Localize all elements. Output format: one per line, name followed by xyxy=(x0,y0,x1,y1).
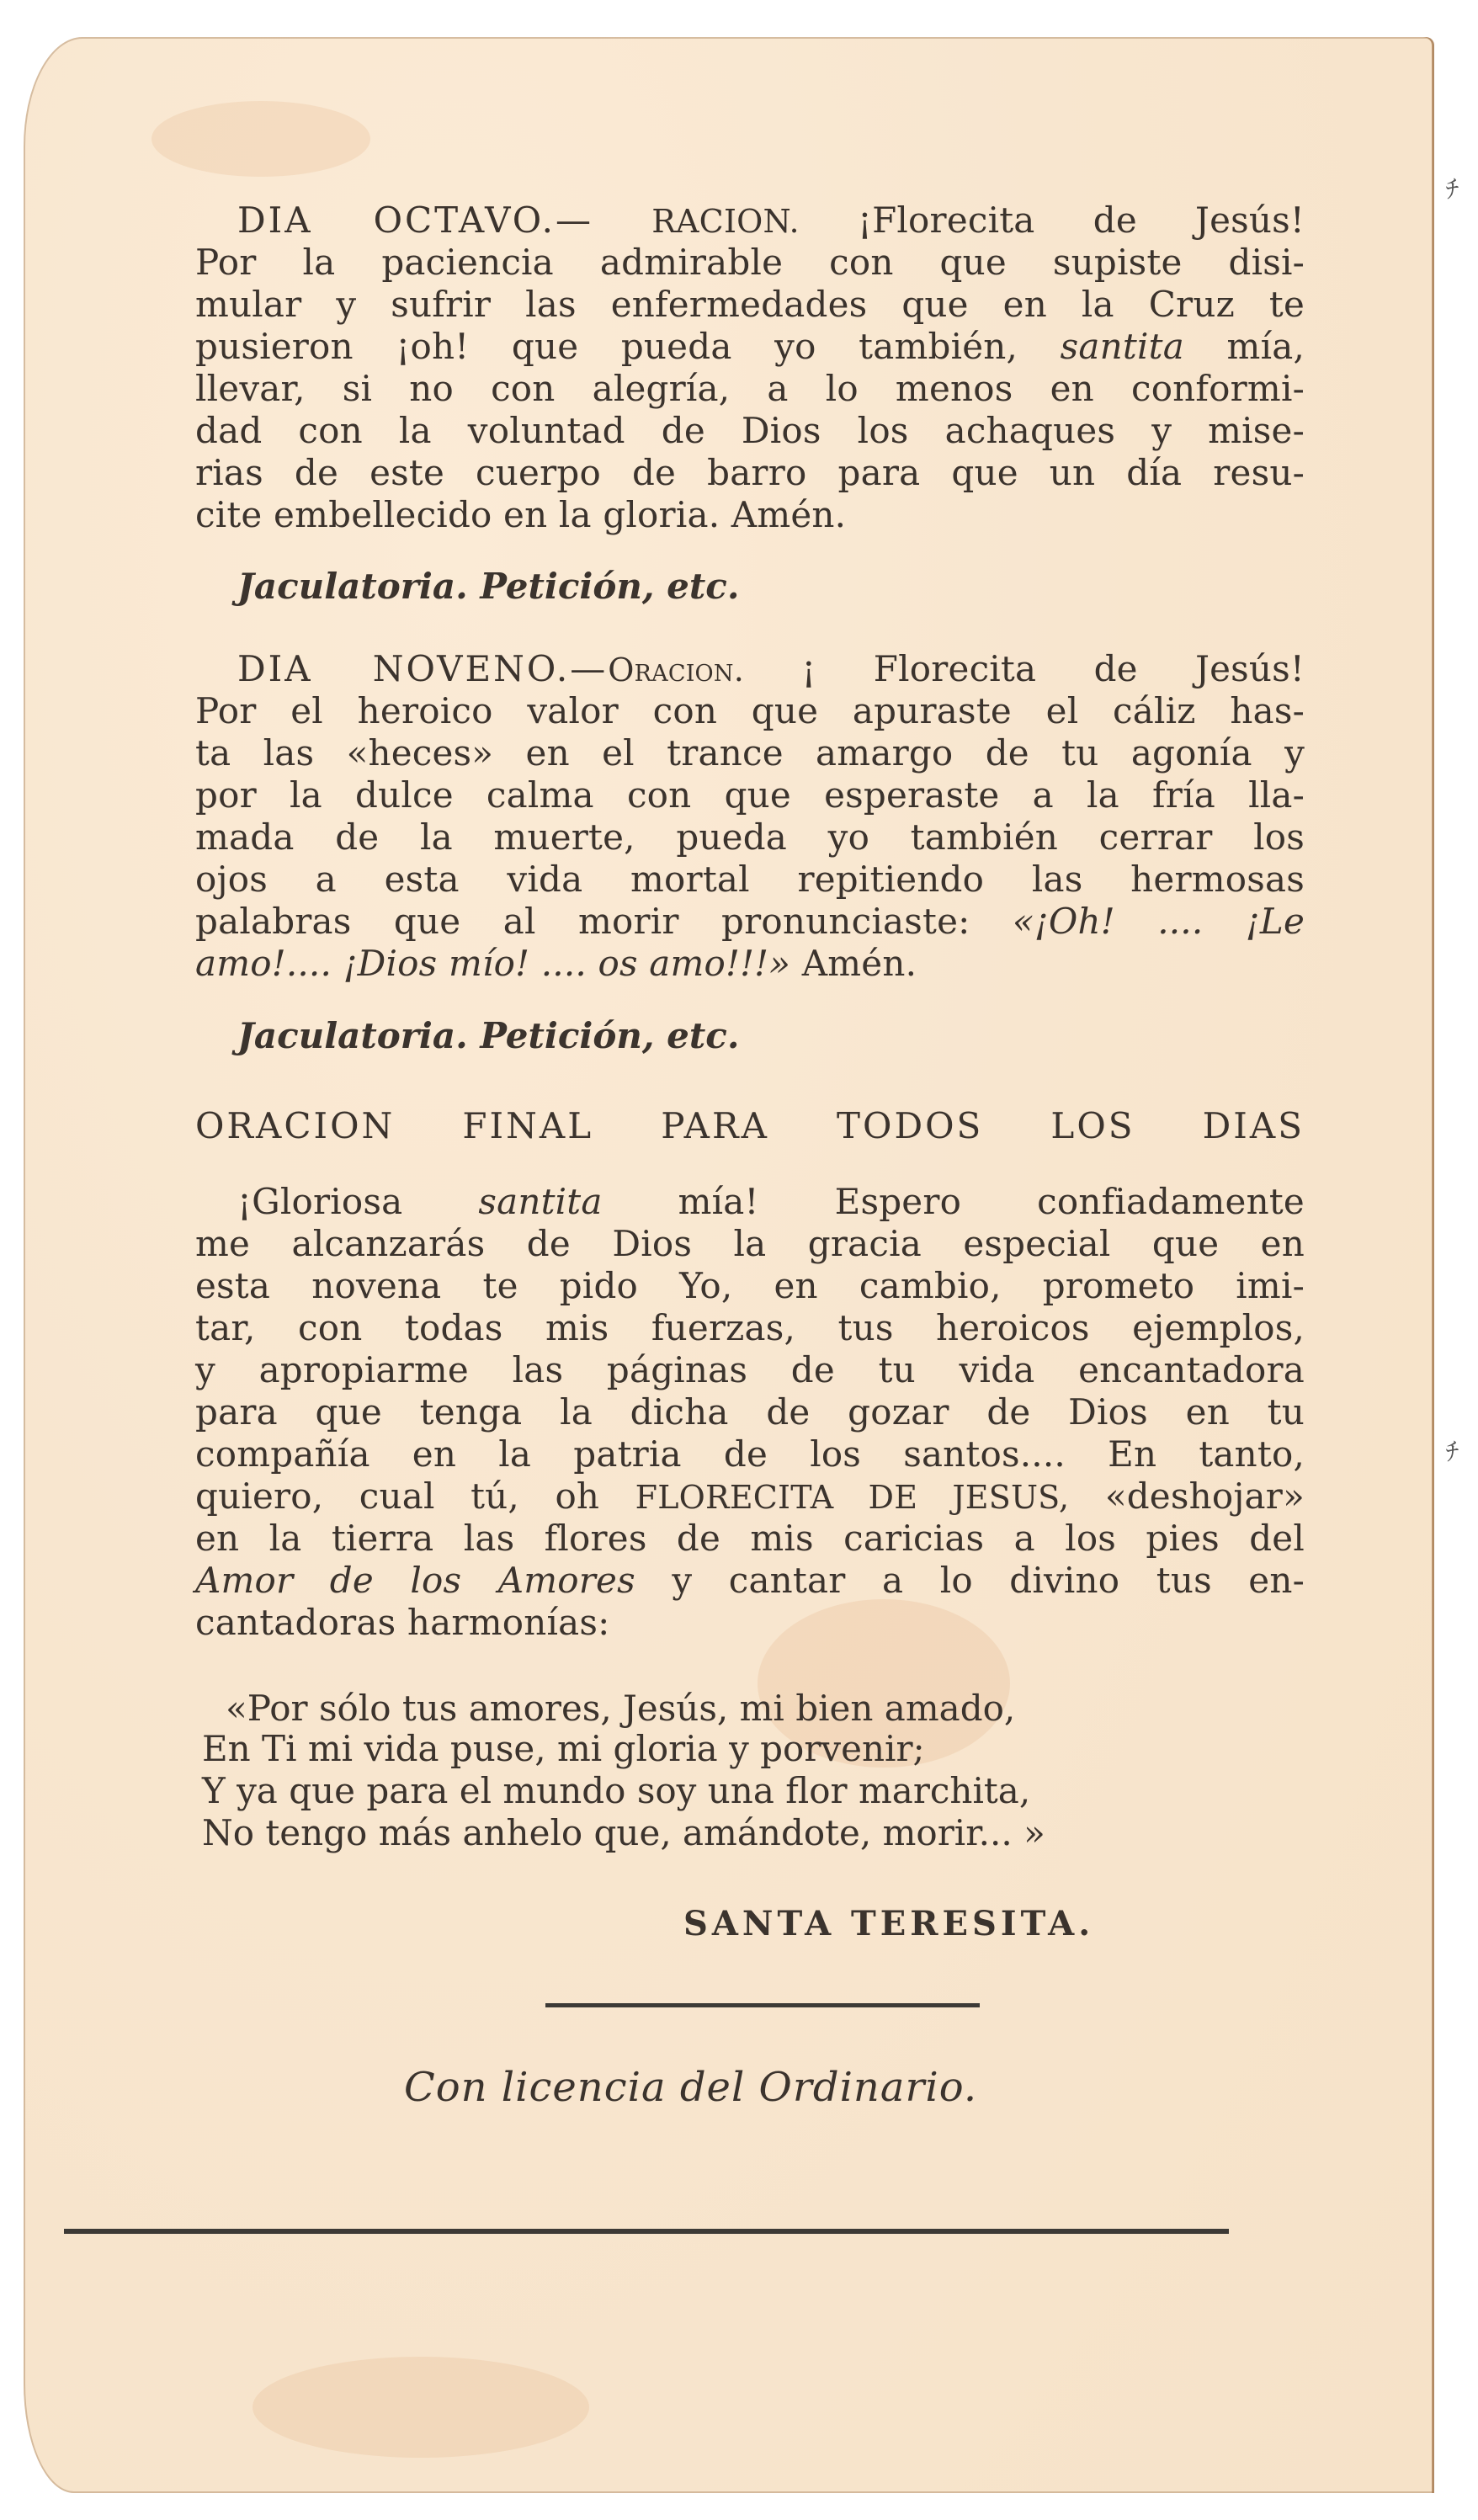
oracion-final-line-11: cantadoras harmonías: xyxy=(195,1602,610,1643)
quote-italic: «¡Oh! .... ¡Le xyxy=(1012,901,1305,942)
text-span: «deshojar» xyxy=(1104,1475,1305,1517)
oracion-final-line-2: me alcanzarás de Dios la gracia especial que en xyxy=(195,1223,1305,1264)
dia-noveno-line-3: ta las «heces» en el trance amargo de tu agonía y xyxy=(195,732,1305,774)
oracion-final-line-5: y apropiarme las páginas de tu vida encantadora xyxy=(195,1349,1305,1390)
long-divider xyxy=(64,2229,1229,2234)
dia-octavo-line-1 xyxy=(237,199,1305,242)
poem-line-3: Y ya que para el mundo soy una flor marchita, xyxy=(202,1770,1031,1811)
oracion-final-line-3: esta novena te pido Yo, en cambio, prometo imi- xyxy=(195,1265,1305,1306)
oracion-final-line-8 xyxy=(195,1475,1305,1518)
dia-octavo-heading: DIA OCTAVO.— xyxy=(237,199,594,241)
short-divider xyxy=(545,2003,980,2007)
oracion-final-line-10 xyxy=(195,1560,1305,1602)
dia-octavo-line-3: mular y sufrir las enfermedades que en la Cruz te xyxy=(195,284,1305,325)
oracion-final-title: ORACION FINAL PARA TODOS LOS DIAS xyxy=(195,1105,1305,1146)
dia-noveno-line-2: Por el heroico valor con que apuraste el cáliz has- xyxy=(195,690,1305,731)
dia-octavo-line-5: llevar, si no con alegría, a lo menos en conformi- xyxy=(195,368,1305,409)
text-span: ¡ Florecita de Jesús! xyxy=(801,648,1305,689)
text-span: ¡Florecita de Jesús! xyxy=(858,199,1305,241)
text-span: Amén. xyxy=(801,943,917,984)
text-span: pusieron ¡oh! que pueda yo también, xyxy=(195,326,1018,367)
dia-noveno-line-4: por la dulce calma con que esperaste a la fría lla- xyxy=(195,774,1305,816)
dia-octavo-line-6: dad con la voluntad de Dios los achaques y mise- xyxy=(195,410,1305,451)
text-span: palabras que al morir pronunciaste: xyxy=(195,901,970,942)
emphasis-santita: santita xyxy=(478,1181,603,1222)
dia-octavo-line-8: cite embellecido en la gloria. Amén. xyxy=(195,494,847,535)
margin-mark: ﾁ xyxy=(1446,175,1459,205)
dia-noveno-line-6: ojos a esta vida mortal repitiendo las hermosas xyxy=(195,859,1305,900)
dia-noveno-line-5: mada de la muerte, pueda yo también cerrar los xyxy=(195,816,1305,858)
poem-line-2: En Ti mi vida puse, mi gloria y porvenir; xyxy=(202,1728,925,1769)
text-span: quiero, cual tú, oh xyxy=(195,1475,600,1517)
oracion-final-line-9: en la tierra las flores de mis caricias a los pies del xyxy=(195,1518,1305,1559)
dia-octavo-line-7: rias de este cuerpo de barro para que un día resu- xyxy=(195,452,1305,493)
oracion-label: RACION. xyxy=(651,203,800,240)
quote-italic: amo!.... ¡Dios mío! .... os amo!!!» xyxy=(195,943,791,984)
amor-de-los-amores: Amor de los Amores xyxy=(195,1560,635,1601)
text-span: ¡Gloriosa xyxy=(237,1181,403,1222)
oracion-final-line-4: tar, con todas mis fuerzas, tus heroicos ejemplos, xyxy=(195,1307,1305,1348)
emphasis-santita: santita xyxy=(1060,326,1184,367)
dia-octavo-line-2: Por la paciencia admirable con que supiste disi- xyxy=(195,242,1305,283)
dia-noveno-heading: DIA NOVENO.— xyxy=(237,648,609,689)
poem-line-4: No tengo más anhelo que, amándote, morir... » xyxy=(202,1812,1045,1853)
poem-line-1: «Por sólo tus amores, Jesús, mi bien amado, xyxy=(226,1688,1016,1729)
jaculatoria-noveno: Jaculatoria. Petición, etc. xyxy=(237,1015,740,1056)
signature: SANTA TERESITA. xyxy=(683,1904,1095,1943)
text-span: mía, xyxy=(1226,326,1305,367)
oracion-final-line-6: para que tenga la dicha de gozar de Dios en tu xyxy=(195,1391,1305,1433)
florecita-smallcaps: FLORECITA DE JESUS, xyxy=(635,1479,1070,1516)
jaculatoria-octavo: Jaculatoria. Petición, etc. xyxy=(237,566,740,607)
margin-mark: ﾁ xyxy=(1446,1438,1459,1467)
text-span: mía! Espero confiadamente xyxy=(678,1181,1305,1222)
paper-stain xyxy=(253,2357,589,2458)
paper-stain xyxy=(152,101,370,177)
dia-octavo-line-4 xyxy=(195,326,1305,368)
text-span: y cantar a lo divino tus en- xyxy=(672,1560,1305,1601)
oracion-final-line-1 xyxy=(237,1181,1305,1223)
oracion-final-line-7: compañía en la patria de los santos.... En tanto, xyxy=(195,1433,1305,1475)
dia-noveno-line-7 xyxy=(195,901,1305,943)
dia-noveno-line-8 xyxy=(195,943,1305,985)
dia-noveno-line-1 xyxy=(237,648,1305,690)
license-line: Con licencia del Ordinario. xyxy=(404,2064,978,2111)
oracion-label: Oracion. xyxy=(608,651,744,688)
